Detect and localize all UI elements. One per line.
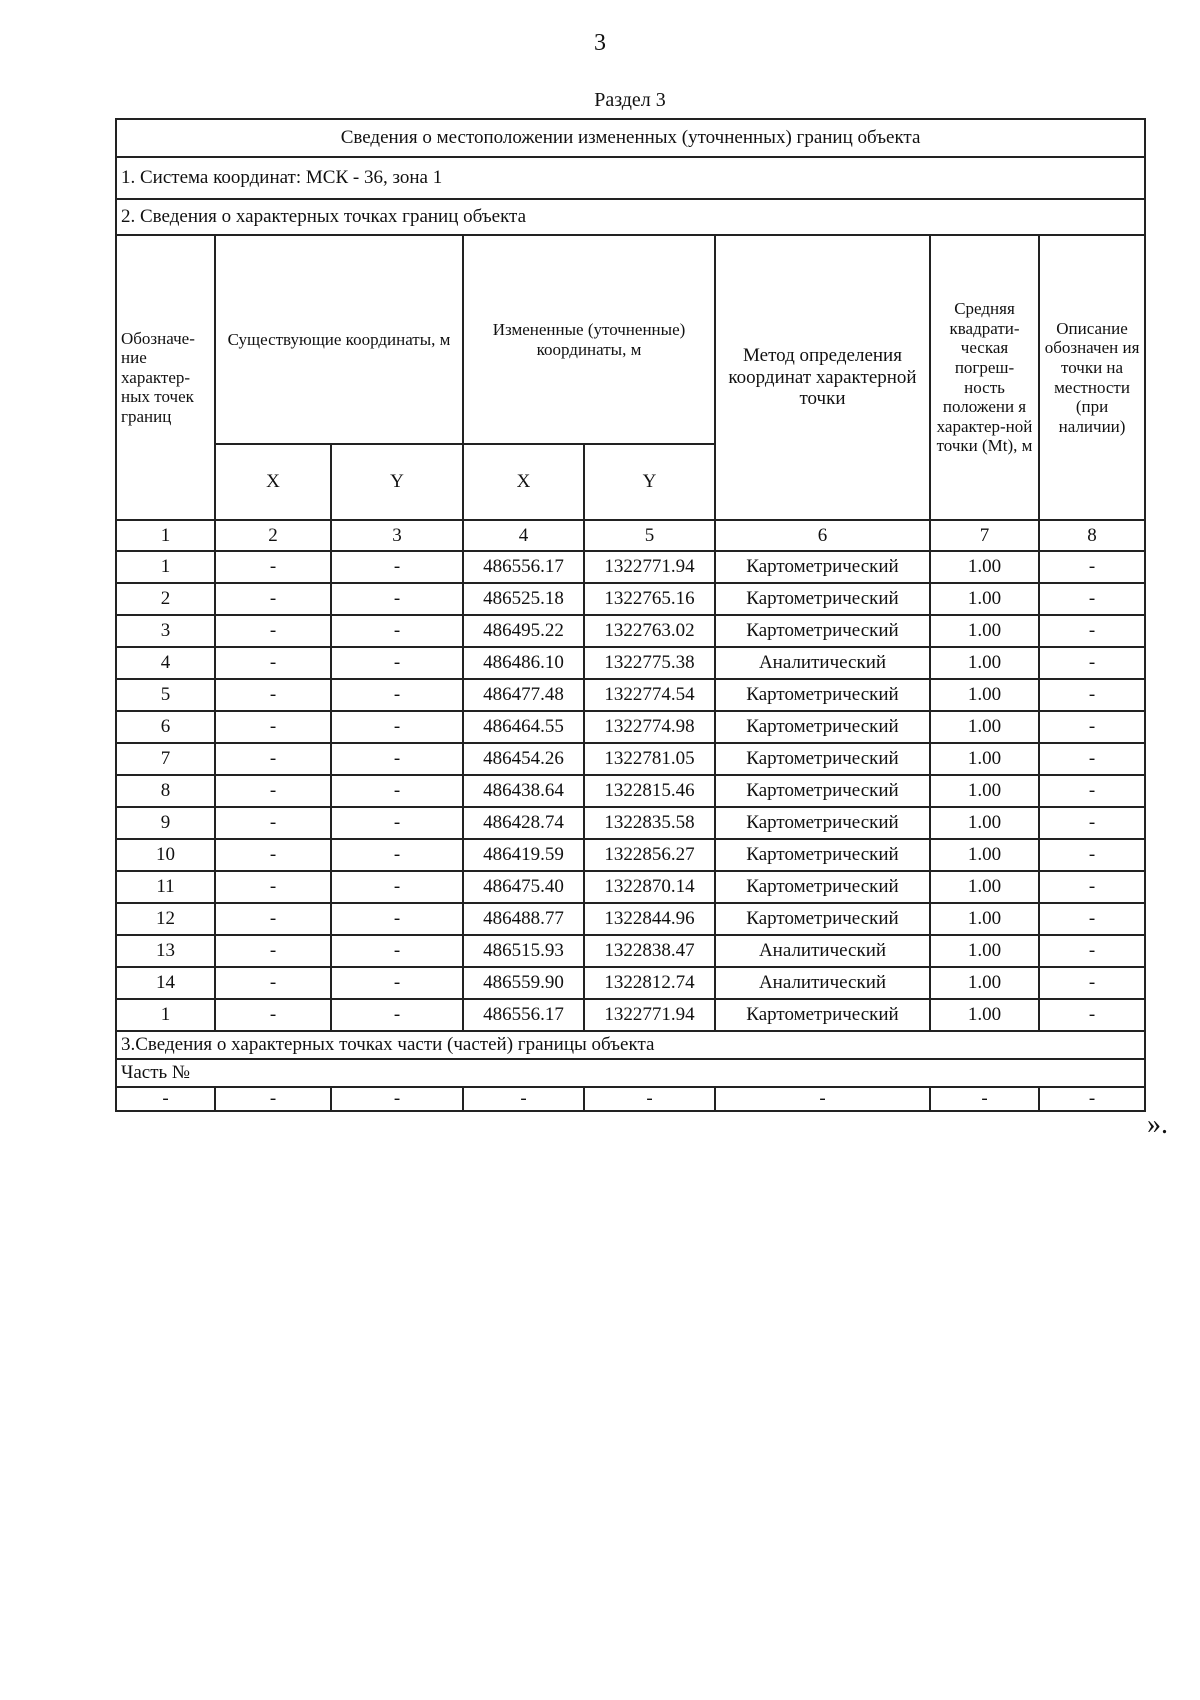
table-cell: - — [215, 871, 331, 903]
table-cell: Аналитический — [715, 647, 930, 679]
table-row — [116, 743, 1145, 775]
table-cell: 4 — [116, 647, 215, 679]
table-cell: - — [331, 935, 463, 967]
table-cell: 1322781.05 — [584, 743, 715, 775]
table-cell: Картометрический — [715, 839, 930, 871]
header-description: Описание обозначен ия точки на местности (при наличии) — [1039, 235, 1145, 520]
column-number-cell: 1 — [116, 520, 215, 551]
table-cell: - — [331, 711, 463, 743]
header-existing-y: Y — [331, 444, 463, 520]
table-cell: 1.00 — [930, 839, 1039, 871]
column-number-cell: 6 — [715, 520, 930, 551]
table-row — [116, 935, 1145, 967]
table-cell: 1.00 — [930, 743, 1039, 775]
table-cell: 1.00 — [930, 679, 1039, 711]
column-number-cell: 8 — [1039, 520, 1145, 551]
table-cell: - — [215, 551, 331, 583]
table-cell: - — [215, 743, 331, 775]
part-cell: - — [930, 1087, 1039, 1111]
table-cell: 1.00 — [930, 711, 1039, 743]
header-changed-coords: Измененные (уточненные) координаты, м — [463, 235, 715, 444]
table-cell: 1322812.74 — [584, 967, 715, 999]
column-number-cell: 3 — [331, 520, 463, 551]
table-cell: 1.00 — [930, 999, 1039, 1031]
table-cell: - — [331, 871, 463, 903]
table-cell: 486559.90 — [463, 967, 584, 999]
table-cell: 1322856.27 — [584, 839, 715, 871]
table-cell: 7 — [116, 743, 215, 775]
section-title: Раздел 3 — [594, 89, 666, 111]
table-cell: 1322835.58 — [584, 807, 715, 839]
table-cell: - — [1039, 967, 1145, 999]
column-number-cell: 7 — [930, 520, 1039, 551]
header-designation: Обозначе-ние характер-ных точек границ — [116, 235, 215, 520]
table-cell: 486454.26 — [463, 743, 584, 775]
table-cell: - — [215, 679, 331, 711]
boundary-coordinates-table — [115, 118, 1146, 1112]
table-cell: 1322844.96 — [584, 903, 715, 935]
table-cell: 486515.93 — [463, 935, 584, 967]
table-cell: 486488.77 — [463, 903, 584, 935]
table-cell: 1.00 — [930, 583, 1039, 615]
table-cell: 1.00 — [930, 551, 1039, 583]
table-cell: Картометрический — [715, 551, 930, 583]
header-method: Метод определения координат характерной точки — [715, 235, 930, 520]
page-number: 3 — [594, 30, 606, 56]
table-cell: Картометрический — [715, 615, 930, 647]
table-cell: - — [215, 999, 331, 1031]
table-cell: - — [215, 839, 331, 871]
table-cell: Картометрический — [715, 743, 930, 775]
table-row — [116, 839, 1145, 871]
table-cell: 1.00 — [930, 807, 1039, 839]
table-cell: - — [331, 903, 463, 935]
table-cell: Картометрический — [715, 711, 930, 743]
table-cell: - — [1039, 935, 1145, 967]
table-cell: - — [215, 647, 331, 679]
table-cell: 1.00 — [930, 615, 1039, 647]
table-cell: 1.00 — [930, 967, 1039, 999]
table-cell: Картометрический — [715, 871, 930, 903]
table-cell: 11 — [116, 871, 215, 903]
table-cell: 1 — [116, 551, 215, 583]
table-cell: 1322870.14 — [584, 871, 715, 903]
part-cell: - — [116, 1087, 215, 1111]
table-cell: 1322771.94 — [584, 999, 715, 1031]
table-cell: 9 — [116, 807, 215, 839]
table-cell: - — [1039, 999, 1145, 1031]
table-row — [116, 583, 1145, 615]
table-cell: 1322765.16 — [584, 583, 715, 615]
table-cell: - — [331, 615, 463, 647]
table-row — [116, 679, 1145, 711]
header-error: Средняя квадрати-ческая погреш-ность положени я характер-ной точки (Mt), м — [930, 235, 1039, 520]
table-cell: - — [1039, 615, 1145, 647]
part-cell: - — [463, 1087, 584, 1111]
table-row — [116, 711, 1145, 743]
table-cell: - — [215, 807, 331, 839]
closing-mark: ». — [1147, 1109, 1168, 1140]
part-cell: - — [331, 1087, 463, 1111]
table-cell: 1322838.47 — [584, 935, 715, 967]
table-cell: Картометрический — [715, 583, 930, 615]
table-cell: 8 — [116, 775, 215, 807]
table-cell: 486525.18 — [463, 583, 584, 615]
header-changed-x: X — [463, 444, 584, 520]
table-cell: 14 — [116, 967, 215, 999]
table-cell: 1 — [116, 999, 215, 1031]
table-cell: Картометрический — [715, 807, 930, 839]
table-cell: - — [1039, 711, 1145, 743]
table-row — [116, 903, 1145, 935]
table-cell: 1322763.02 — [584, 615, 715, 647]
table-cell: - — [331, 743, 463, 775]
table-cell: 1.00 — [930, 903, 1039, 935]
table-cell: 2 — [116, 583, 215, 615]
table-cell: - — [331, 775, 463, 807]
table-cell: 3 — [116, 615, 215, 647]
table-row — [116, 967, 1145, 999]
table-cell: 486428.74 — [463, 807, 584, 839]
part-cell: - — [584, 1087, 715, 1111]
table-row — [116, 647, 1145, 679]
table-cell: 6 — [116, 711, 215, 743]
table-cell: 486475.40 — [463, 871, 584, 903]
part-cell: - — [715, 1087, 930, 1111]
table-cell: 1.00 — [930, 775, 1039, 807]
part-cell: - — [1039, 1087, 1145, 1111]
table-cell: - — [1039, 583, 1145, 615]
table-row — [116, 551, 1145, 583]
table-cell: - — [331, 807, 463, 839]
table-cell: - — [215, 615, 331, 647]
table-cell: 486438.64 — [463, 775, 584, 807]
part-label: Часть № — [116, 1059, 1145, 1087]
table-cell: - — [1039, 743, 1145, 775]
table-cell: - — [331, 967, 463, 999]
column-numbers-row — [116, 520, 1145, 551]
table-cell: 1.00 — [930, 935, 1039, 967]
table-cell: Картометрический — [715, 775, 930, 807]
table-cell: - — [215, 967, 331, 999]
table-cell: Картометрический — [715, 679, 930, 711]
table-cell: - — [1039, 807, 1145, 839]
table-cell: 1322771.94 — [584, 551, 715, 583]
table-title: Сведения о местоположении измененных (уточненных) границ объекта — [116, 119, 1145, 157]
table-cell: 1322815.46 — [584, 775, 715, 807]
table-cell: 486419.59 — [463, 839, 584, 871]
table-cell: 10 — [116, 839, 215, 871]
table-cell: - — [331, 551, 463, 583]
column-number-cell: 2 — [215, 520, 331, 551]
table-cell: 13 — [116, 935, 215, 967]
table-cell: 1322775.38 — [584, 647, 715, 679]
table-cell: Аналитический — [715, 967, 930, 999]
table-cell: 486556.17 — [463, 999, 584, 1031]
table-cell: 1.00 — [930, 871, 1039, 903]
points-heading: 2. Сведения о характерных точках границ объекта — [116, 199, 1145, 235]
table-cell: 486556.17 — [463, 551, 584, 583]
column-number-cell: 5 — [584, 520, 715, 551]
table-cell: 486477.48 — [463, 679, 584, 711]
table-cell: Картометрический — [715, 999, 930, 1031]
header-existing-x: X — [215, 444, 331, 520]
table-cell: 12 — [116, 903, 215, 935]
table-cell: - — [1039, 551, 1145, 583]
part-heading: 3.Сведения о характерных точках части (частей) границы объекта — [116, 1031, 1145, 1059]
table-cell: - — [215, 935, 331, 967]
table-cell: 1.00 — [930, 647, 1039, 679]
coordinate-system: 1. Система координат: МСК - 36, зона 1 — [116, 157, 1145, 199]
table-cell: - — [1039, 903, 1145, 935]
table-cell: Картометрический — [715, 903, 930, 935]
table-cell: - — [215, 711, 331, 743]
table-cell: - — [1039, 839, 1145, 871]
table-cell: - — [215, 583, 331, 615]
table-cell: - — [331, 999, 463, 1031]
table-row — [116, 775, 1145, 807]
part-empty-row — [116, 1087, 1145, 1111]
table-cell: 486495.22 — [463, 615, 584, 647]
table-cell: - — [1039, 871, 1145, 903]
header-changed-y: Y — [584, 444, 715, 520]
table-cell: - — [331, 839, 463, 871]
table-cell: - — [215, 903, 331, 935]
table-cell: 1322774.54 — [584, 679, 715, 711]
table-row — [116, 807, 1145, 839]
table-row — [116, 615, 1145, 647]
table-cell: - — [1039, 679, 1145, 711]
table-cell: - — [1039, 775, 1145, 807]
table-cell: 486464.55 — [463, 711, 584, 743]
table-cell: - — [215, 775, 331, 807]
table-cell: - — [331, 647, 463, 679]
table-cell: - — [331, 679, 463, 711]
table-cell: Аналитический — [715, 935, 930, 967]
table-cell: - — [1039, 647, 1145, 679]
table-cell: 486486.10 — [463, 647, 584, 679]
part-cell: - — [215, 1087, 331, 1111]
table-cell: 5 — [116, 679, 215, 711]
table-cell: - — [331, 583, 463, 615]
table-cell: 1322774.98 — [584, 711, 715, 743]
table-row — [116, 871, 1145, 903]
header-existing-coords: Существующие координаты, м — [215, 235, 463, 444]
table-row — [116, 999, 1145, 1031]
column-number-cell: 4 — [463, 520, 584, 551]
